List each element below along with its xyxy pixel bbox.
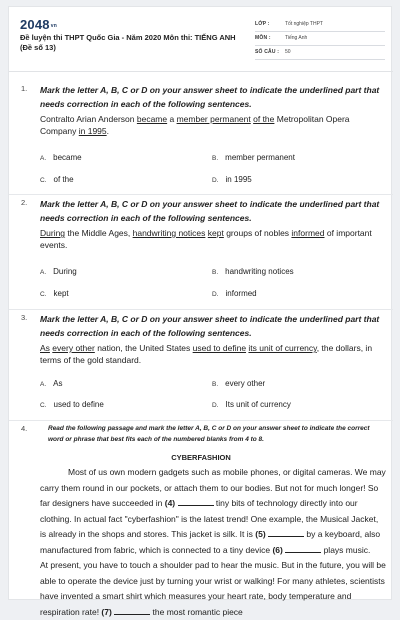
meta-value: Tiếng Anh bbox=[285, 35, 308, 41]
option-a[interactable] bbox=[40, 267, 77, 276]
question-number: 4. bbox=[21, 424, 28, 433]
option-text: Its unit of currency bbox=[225, 400, 291, 409]
option-a[interactable] bbox=[40, 153, 82, 162]
meta-key: MÔN : bbox=[255, 35, 271, 41]
option-letter: D. bbox=[212, 402, 219, 409]
exam-sheet bbox=[8, 6, 392, 617]
stem-text: Metropolitan Opera Company bbox=[40, 114, 350, 136]
option-text: used to define bbox=[53, 400, 104, 409]
question-instruction: Mark the letter A, B, C or D on your answer sheet to indicate the underlined part that needs correction in each of the following sentences. bbox=[40, 314, 380, 338]
meta-key: SỐ CÂU : bbox=[255, 49, 280, 55]
stem-text: , the dollars, in terms of the gold standard. bbox=[40, 343, 373, 365]
question-stem bbox=[40, 113, 380, 137]
question-number: 2. bbox=[21, 198, 28, 207]
option-d[interactable] bbox=[212, 175, 252, 184]
option-c[interactable] bbox=[40, 289, 69, 298]
passage-text: tiny bits of technology directly into our clothing. In actual fact "cyberfashion" is the latest trend! One example, the Musical Jacket, is already in the shops and stores. This jacket is silk. It is bbox=[40, 498, 379, 539]
question-divider bbox=[9, 309, 393, 310]
option-text: in 1995 bbox=[225, 175, 252, 184]
underlined-part: informed bbox=[291, 228, 325, 238]
blank-number: (7) bbox=[101, 606, 112, 617]
option-text: member permanent bbox=[225, 153, 295, 162]
header-divider bbox=[9, 71, 393, 72]
exam-meta bbox=[255, 19, 385, 61]
option-b[interactable] bbox=[212, 153, 295, 162]
option-letter: A. bbox=[40, 155, 47, 162]
passage-text: by a keyboard, also manufactured from fabric, which is connected to a tiny device bbox=[40, 529, 381, 555]
answer-blank bbox=[268, 529, 304, 537]
underlined-part: in 1995 bbox=[78, 126, 107, 136]
option-b[interactable] bbox=[212, 267, 294, 276]
meta-key: LỚP : bbox=[255, 21, 270, 27]
question-4 bbox=[9, 423, 393, 617]
stem-text: nation, the United States bbox=[94, 343, 193, 353]
question-2 bbox=[9, 197, 393, 307]
passage-text: plays music. bbox=[321, 544, 371, 555]
passage-paragraph-1 bbox=[40, 465, 386, 558]
option-text: As bbox=[53, 379, 63, 388]
question-number: 3. bbox=[21, 313, 28, 322]
option-b[interactable] bbox=[212, 379, 265, 388]
meta-value: 50 bbox=[285, 49, 291, 55]
question-3 bbox=[9, 312, 393, 420]
underlined-part: handwriting notices bbox=[132, 228, 206, 238]
underlined-part: used to define bbox=[192, 343, 247, 353]
option-letter: A. bbox=[40, 269, 47, 276]
option-letter: D. bbox=[212, 177, 219, 184]
option-text: every other bbox=[225, 379, 266, 388]
question-1 bbox=[9, 83, 393, 189]
option-letter: B. bbox=[212, 381, 219, 388]
logo-text: 2048 bbox=[20, 17, 50, 32]
option-c[interactable] bbox=[40, 175, 74, 184]
option-letter: D. bbox=[212, 291, 219, 298]
question-instruction: Mark the letter A, B, C or D on your answer sheet to indicate the underlined part that needs correction in each of the following sentences. bbox=[40, 199, 380, 223]
meta-row-count bbox=[255, 47, 385, 60]
underlined-part: every other bbox=[52, 343, 95, 353]
meta-row-subject bbox=[255, 33, 385, 46]
option-letter: C. bbox=[40, 291, 47, 298]
question-stem bbox=[40, 342, 380, 366]
underlined-part: of the bbox=[253, 114, 275, 124]
option-letter: C. bbox=[40, 177, 47, 184]
blank-number: (4) bbox=[164, 498, 176, 508]
answer-blank bbox=[285, 545, 321, 553]
option-letter: B. bbox=[212, 269, 219, 276]
stem-text: groups of nobles bbox=[223, 228, 292, 238]
option-letter: A. bbox=[40, 381, 47, 388]
option-text: informed bbox=[225, 289, 257, 298]
question-divider bbox=[9, 420, 393, 421]
passage-text: the most romantic piece bbox=[150, 606, 243, 617]
meta-row-class bbox=[255, 19, 385, 32]
passage-text: Most of us own modern gadgets such as mobile phones, or digital cameras. We may carry them round in our pockets, or attach them to our bodies. But not for much longer! So far designers have succeeded in bbox=[40, 467, 386, 508]
option-letter: C. bbox=[40, 402, 47, 409]
logo-suffix: vn bbox=[50, 22, 57, 29]
question-number: 1. bbox=[21, 84, 28, 93]
option-text: handwriting notices bbox=[225, 267, 294, 276]
underlined-part: became bbox=[136, 114, 168, 124]
question-instruction: Read the following passage and mark the letter A, B, C or D on your answer sheet to indicate the correct word or phrase that best fits each of the numbered blanks from 4 to 8. bbox=[48, 425, 370, 443]
meta-value: Tốt nghiệp THPT bbox=[285, 21, 323, 27]
passage-text: At present, you have to touch a shoulder pad to hear the music. But in the future, you will be able to operate the device just by turning your wrist or walking! For many athletes, scientists have invented a smart shirt which measures your heart rate, body temperature and respiration rate! bbox=[40, 560, 386, 617]
option-text: kept bbox=[53, 289, 69, 298]
option-text: became bbox=[53, 153, 82, 162]
blank-number: (5) bbox=[255, 529, 266, 539]
exam-title: Đề luyện thi THPT Quốc Gia - Năm 2020 Môn thi: TIẾNG ANH (Đề số 13) bbox=[20, 33, 236, 52]
option-a[interactable] bbox=[40, 379, 63, 388]
question-instruction: Mark the letter A, B, C or D on your answer sheet to indicate the underlined part that needs correction in each of the following sentences. bbox=[40, 85, 380, 109]
passage-paragraph-2 bbox=[40, 558, 386, 620]
answer-blank bbox=[178, 498, 214, 506]
exam-header bbox=[9, 7, 393, 69]
option-d[interactable] bbox=[212, 400, 291, 409]
option-d[interactable] bbox=[212, 289, 257, 298]
stem-text: of important events. bbox=[40, 228, 372, 250]
question-stem bbox=[40, 227, 380, 251]
underlined-part: As bbox=[40, 343, 50, 353]
question-divider bbox=[9, 194, 393, 195]
stem-text: the Middle Ages, bbox=[65, 228, 133, 238]
passage-title: CYBERFASHION bbox=[171, 453, 231, 462]
option-text: During bbox=[53, 267, 77, 276]
option-c[interactable] bbox=[40, 400, 104, 409]
underlined-part: member permanent bbox=[176, 114, 251, 124]
stem-text: a bbox=[167, 114, 177, 124]
option-letter: B. bbox=[212, 155, 219, 162]
option-text: of the bbox=[53, 175, 74, 184]
underlined-part: During bbox=[40, 228, 66, 238]
underlined-part: kept bbox=[207, 228, 224, 238]
site-logo[interactable] bbox=[20, 17, 57, 32]
underlined-part: its unit of currency bbox=[248, 343, 317, 353]
stem-text: Contralto Arian Anderson bbox=[40, 114, 137, 124]
answer-blank bbox=[114, 607, 150, 615]
stem-text: . bbox=[106, 126, 110, 136]
blank-number: (6) bbox=[272, 544, 283, 555]
